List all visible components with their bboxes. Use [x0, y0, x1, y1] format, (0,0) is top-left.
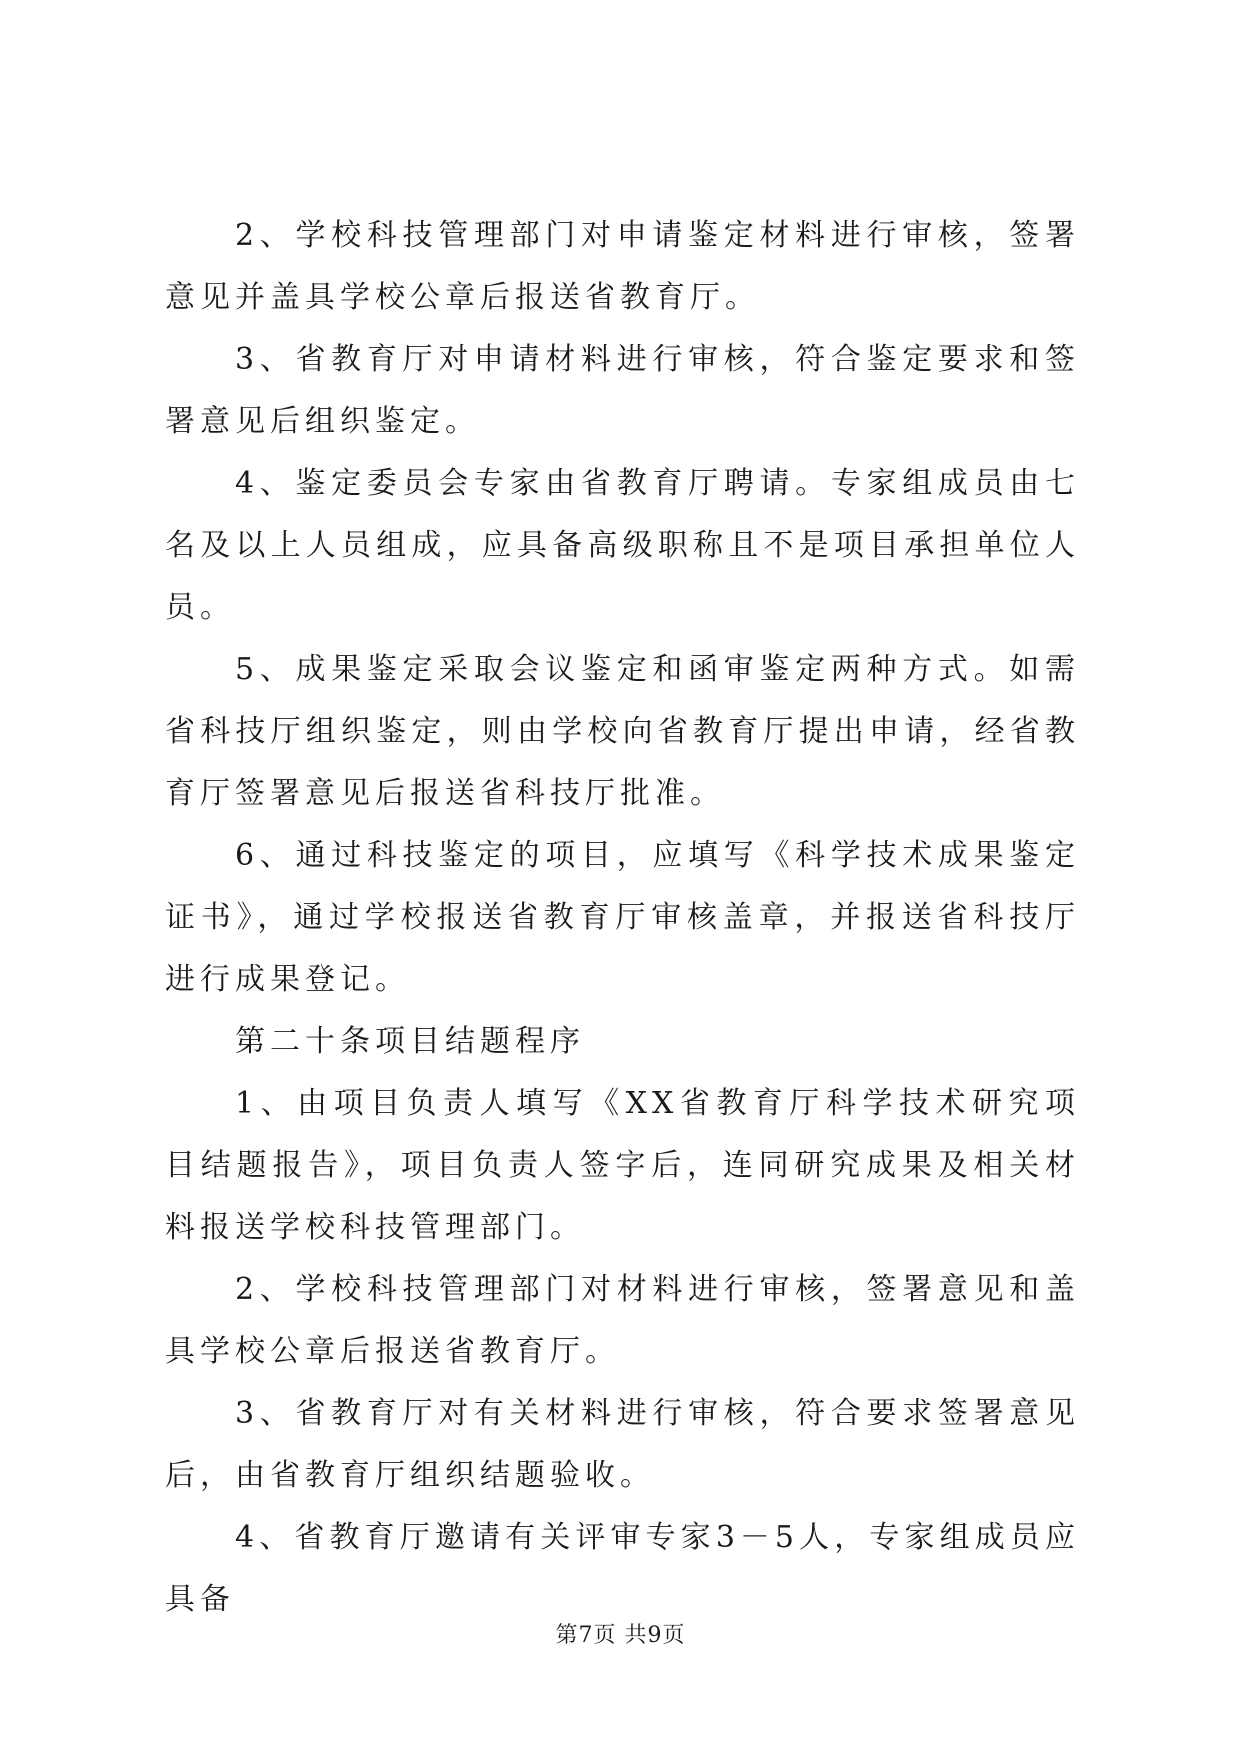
- document-body: [165, 205, 1080, 1631]
- paragraph-3: 4、鉴定委员会专家由省教育厅聘请。专家组成员由七名及以上人员组成，应具备高级职称且不是项目承担单位人员。: [165, 466, 1080, 625]
- paragraph-9: 4、省教育厅邀请有关评审专家3－5人，专家组成员应具备: [165, 1520, 1080, 1617]
- paragraph-4: 5、成果鉴定采取会议鉴定和函审鉴定两种方式。如需省科技厅组织鉴定，则由学校向省教育厅提出申请，经省教育厅签署意见后报送省科技厅批准。: [165, 652, 1080, 811]
- paragraph-5: 6、通过科技鉴定的项目，应填写《科学技术成果鉴定证书》，通过学校报送省教育厅审核盖章，并报送省科技厅进行成果登记。: [165, 838, 1080, 997]
- paragraph-8: 3、省教育厅对有关材料进行审核，符合要求签署意见后，由省教育厅组织结题验收。: [165, 1396, 1080, 1493]
- paragraph-1: 2、学校科技管理部门对申请鉴定材料进行审核，签署意见并盖具学校公章后报送省教育厅。: [165, 218, 1080, 315]
- paragraph-6: 1、由项目负责人填写《XX省教育厅科学技术研究项目结题报告》，项目负责人签字后，连同研究成果及相关材料报送学校科技管理部门。: [165, 1086, 1080, 1245]
- paragraph-2: 3、省教育厅对申请材料进行审核，符合鉴定要求和签署意见后组织鉴定。: [165, 342, 1080, 439]
- page-number-footer: 第7页 共9页: [555, 1623, 686, 1648]
- paragraph-7: 2、学校科技管理部门对材料进行审核，签署意见和盖具学校公章后报送省教育厅。: [165, 1272, 1080, 1369]
- section-heading: 第二十条项目结题程序: [235, 1024, 585, 1059]
